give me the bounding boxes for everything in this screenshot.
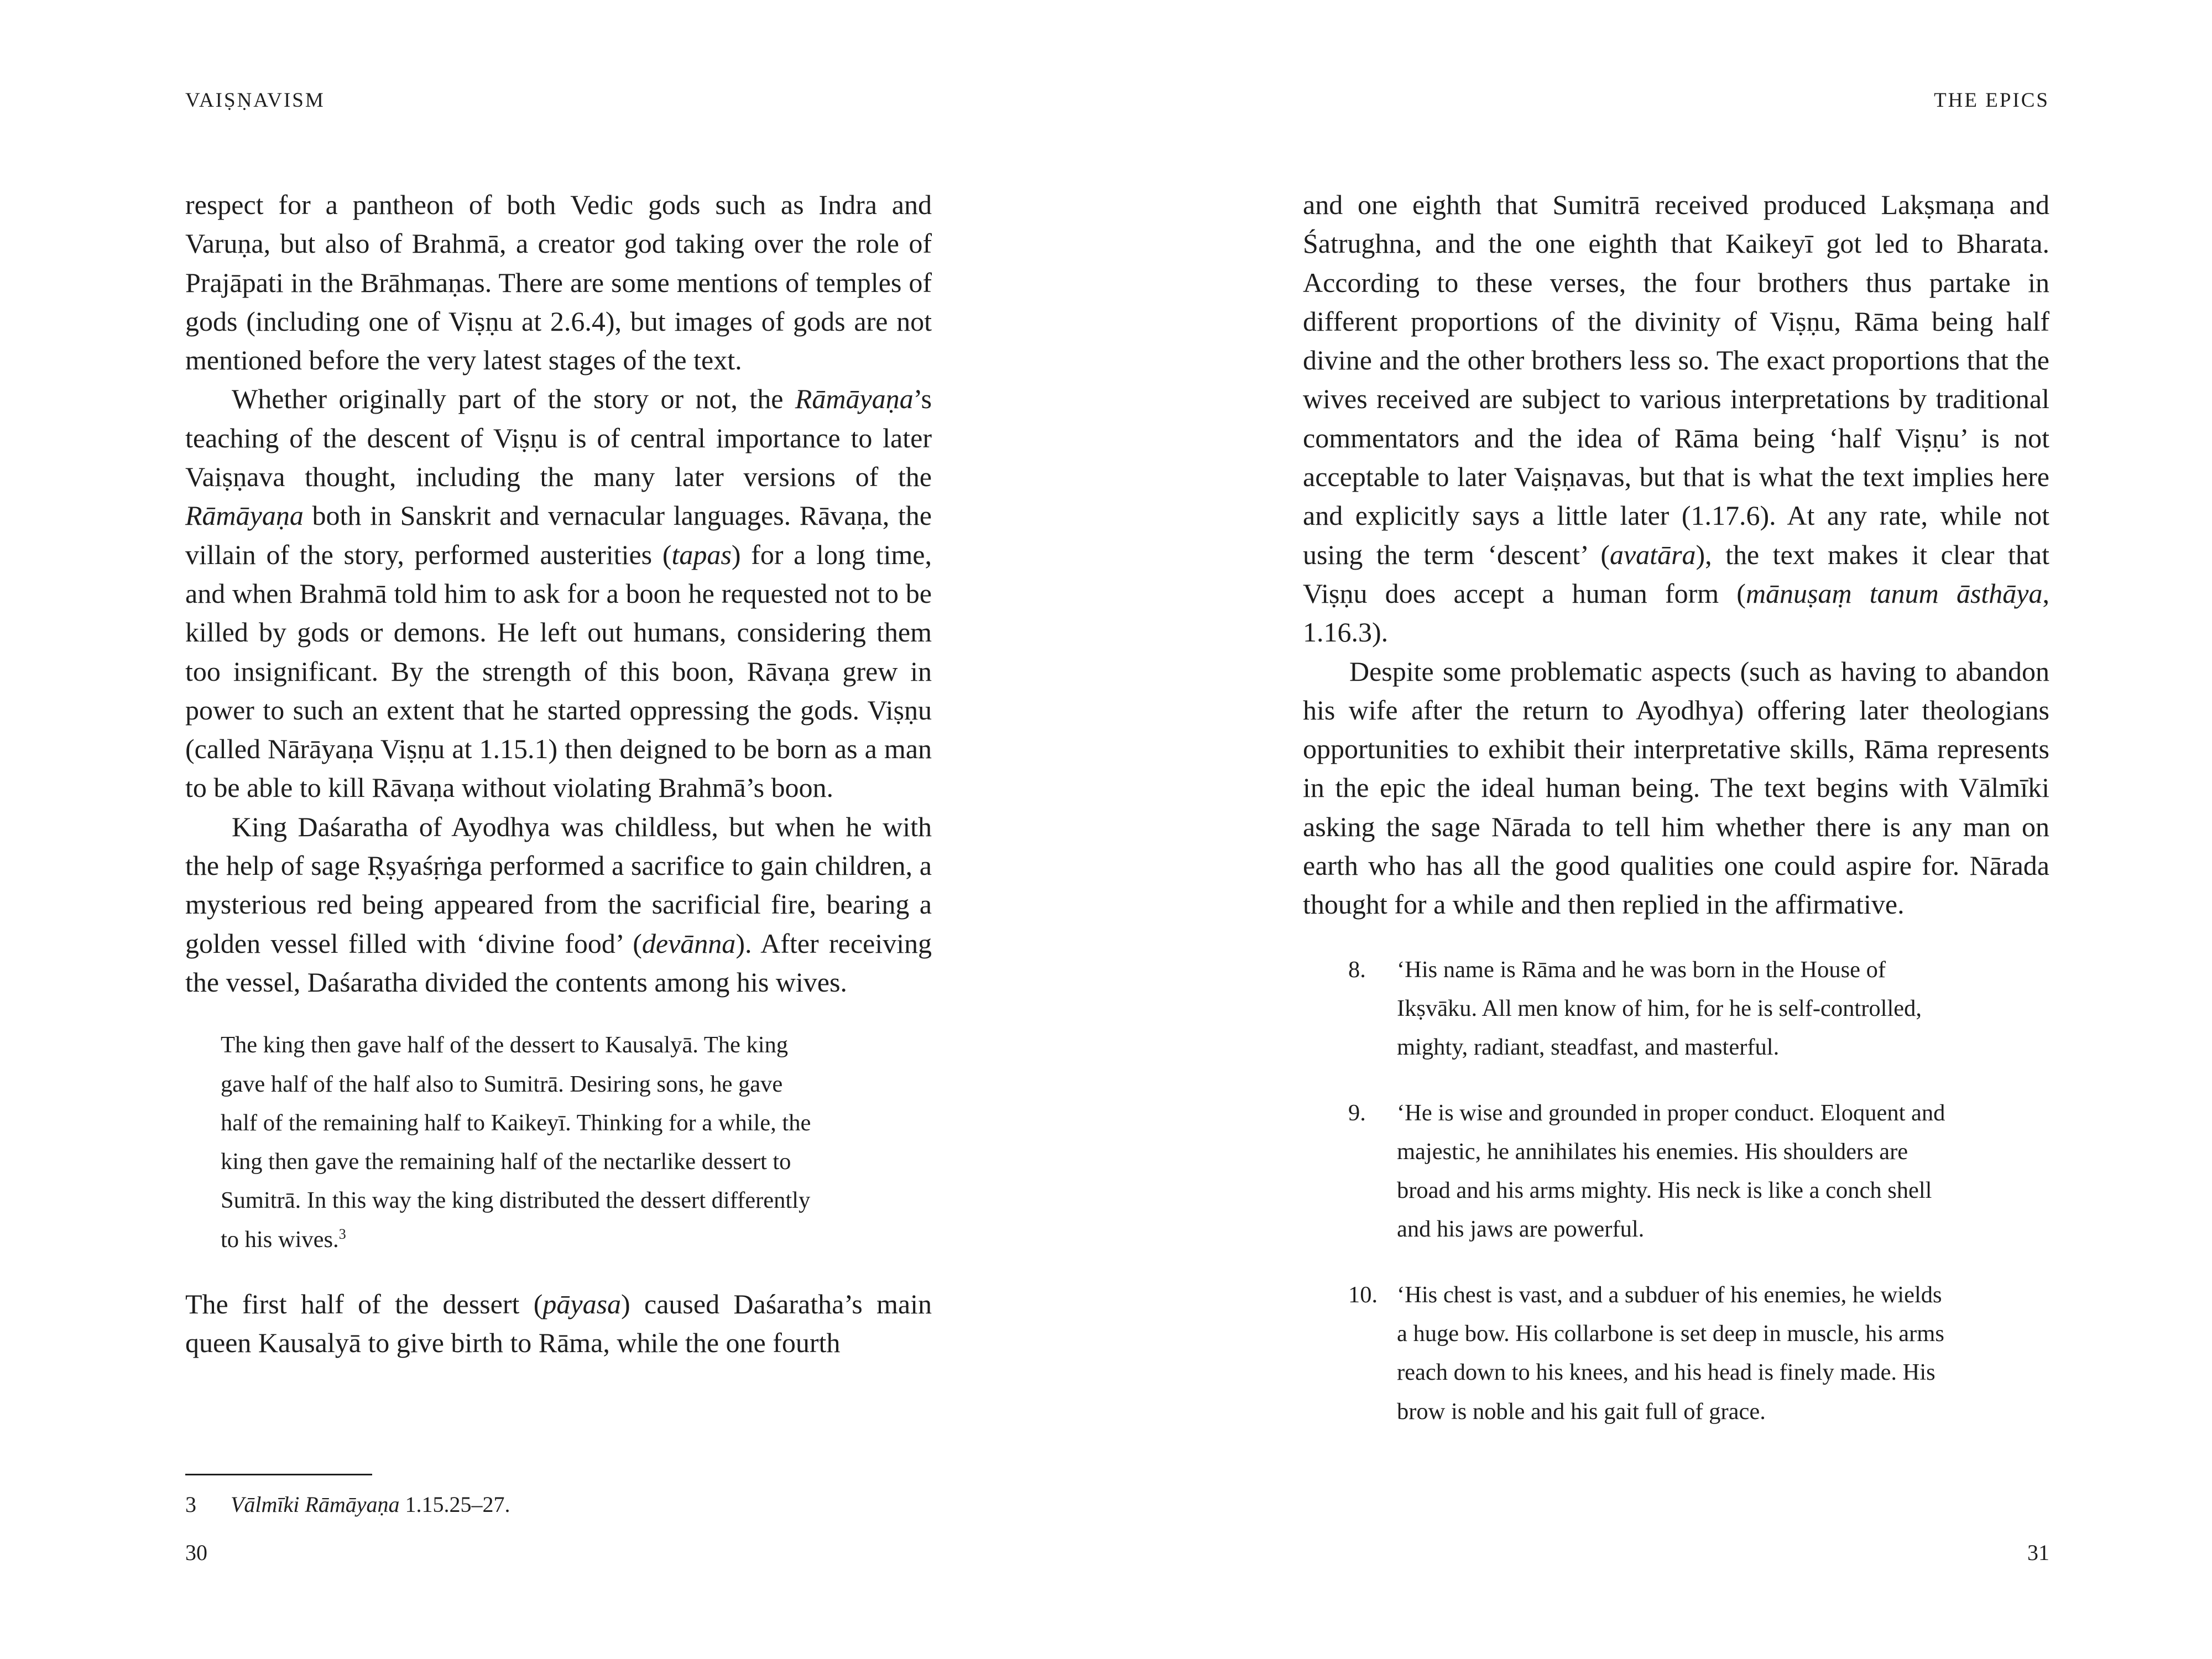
term-devanna: devānna xyxy=(641,927,736,959)
quote-line: half of the remaining half to Kaikeyī. Thinking for a while, the xyxy=(221,1109,811,1136)
verse-line: ‘His name is Rāma and he was born in the House of xyxy=(1397,956,1886,983)
page-number-left: 30 xyxy=(185,1540,207,1565)
paragraph: King Daśaratha of Ayodhya was childless, but when he with the help of sage Ṛṣyaśṛṅga performed a sacrifice to gain children, a mysterious red being appeared from the sacrificial fire, bearing a golden vessel filled with ‘divine food’ (devānna). After receiving the vessel, Daśaratha divided the contents among his wives. xyxy=(185,811,932,998)
verse-line: reach down to his knees, and his head is finely made. His xyxy=(1397,1359,1936,1386)
quote-line: gave half of the half also to Sumitrā. Desiring sons, he gave xyxy=(221,1071,783,1097)
paragraph: Whether originally part of the story or not, the Rāmāyaṇa’s teaching of the descent of Viṣṇu is of central importance to later Vaiṣṇava thought, including the many later versions of the Rāmāyaṇa both in Sanskrit and vernacular languages. Rāvaṇa, the villain of the story, performed austerities (tapas) for a long time, and when Brahmā told him to ask for a boon he requested not to be killed by gods or demons. He left out humans, considering them too insignificant. By the strength of this boon, Rāvaṇa grew in power to such an extent that he started oppressing the gods. Viṣṇu (called Nārāyaṇa Viṣṇu at 1.15.1) then deigned to be born as a man to be able to kill Rāvaṇa without violating Brahmā’s boon. xyxy=(185,383,932,804)
verse-line: mighty, radiant, steadfast, and masterful. xyxy=(1397,1034,1780,1061)
verse-number: 9. xyxy=(1348,1099,1366,1126)
verse-item xyxy=(1303,1276,2049,1431)
footnote-reference[interactable]: 3 xyxy=(338,1225,346,1242)
running-head-right: THE EPICS xyxy=(1934,89,2049,112)
title-ramayana: Rāmāyaṇa xyxy=(185,500,304,531)
verse-list xyxy=(1303,951,2049,1431)
right-page-body xyxy=(1303,185,2049,1458)
paragraph: The first half of the dessert (pāyasa) caused Daśaratha’s main queen Kausalyā to give birth to Rāma, while the one fourth xyxy=(185,1288,932,1359)
footnote-rule xyxy=(185,1474,372,1475)
footnote-title: Vālmīki Rāmāyaṇa xyxy=(231,1492,400,1517)
footnote-reference-text: 1.15.25–27. xyxy=(399,1492,510,1517)
verse-line: Ikṣvāku. All men know of him, for he is self-controlled, xyxy=(1397,995,1922,1021)
title-ramayana: Rāmāyaṇa xyxy=(795,383,914,415)
paragraph: respect for a pantheon of both Vedic gods such as Indra and Varuṇa, but also of Brahmā, a creator god taking over the role of Prajāpati in the Brāhmaṇas. There are some mentions of temples of gods (including one of Viṣṇu at 2.6.4), but images of gods are not mentioned before the very latest stages of the text. xyxy=(185,189,932,376)
page-number-right: 31 xyxy=(2027,1540,2049,1565)
paragraph: Despite some problematic aspects (such as having to abandon his wife after the return to Ayodhya) offering later theologians opportunities to exhibit their interpretative skills, Rāma represents in the epic the ideal human being. The text begins with Vālmīki asking the sage Nārada to tell him whether there is any man on earth who has all the good qualities one could aspire for. Nārada thought for a while and then replied in the affirmative. xyxy=(1303,655,2049,920)
paragraph: and one eighth that Sumitrā received produced Lakṣmaṇa and Śatrughna, and the one eighth that Kaikeyī got led to Bharata. According to these verses, the four brothers thus partake in different proportions of the divinity of Viṣṇu, Rāma being half divine and the other brothers less so. The exact proportions that the wives received are subject to various interpretations by traditional commentators and the idea of Rāma being ‘half Viṣṇu’ is not acceptable to later Vaiṣṇavas, but that is what the text implies here and explicitly says a little later (1.17.6). At any rate, while not using the term ‘descent’ (avatāra), the text makes it clear that Viṣṇu does accept a human form (mānuṣaṃ tanum āsthāya, 1.16.3). xyxy=(1303,189,2050,648)
verse-item xyxy=(1303,951,2049,1067)
verse-line: ‘His chest is vast, and a subduer of his enemies, he wields xyxy=(1397,1281,1942,1308)
footnote xyxy=(185,1491,510,1519)
verse-line: broad and his arms mighty. His neck is like a conch shell xyxy=(1397,1177,1932,1204)
quote-line: Sumitrā. In this way the king distributed the dessert differently xyxy=(221,1187,811,1214)
verse-item xyxy=(1303,1094,2049,1249)
running-head-left: VAIṢṆAVISM xyxy=(185,89,325,112)
left-page-body xyxy=(185,185,932,1363)
term-payasa: pāyasa xyxy=(542,1288,622,1320)
verse-line: majestic, he annihilates his enemies. His shoulders are xyxy=(1397,1138,1908,1165)
verse-line: a huge bow. His collarbone is set deep in muscle, his arms xyxy=(1397,1321,1944,1347)
term-manusam-tanum: mānuṣaṃ tanum āsthāya xyxy=(1745,577,2043,609)
verse-line: ‘He is wise and grounded in proper conduct. Eloquent and xyxy=(1397,1099,1945,1126)
right-page xyxy=(1303,0,2049,1659)
quote-line: to his wives. xyxy=(221,1226,339,1253)
quote-line: The king then gave half of the dessert to Kausalyā. The king xyxy=(221,1032,788,1058)
verse-line: brow is noble and his gait full of grace. xyxy=(1397,1398,1766,1425)
left-page xyxy=(185,0,932,1659)
verse-number: 10. xyxy=(1348,1281,1378,1308)
footnote-number: 3 xyxy=(185,1492,196,1517)
term-avatara: avatāra xyxy=(1609,539,1696,570)
verse-line: and his jaws are powerful. xyxy=(1397,1216,1645,1243)
block-quote xyxy=(221,1026,896,1259)
verse-number: 8. xyxy=(1348,956,1366,983)
term-tapas: tapas xyxy=(671,539,732,570)
quote-line: king then gave the remaining half of the nectarlike dessert to xyxy=(221,1149,791,1175)
